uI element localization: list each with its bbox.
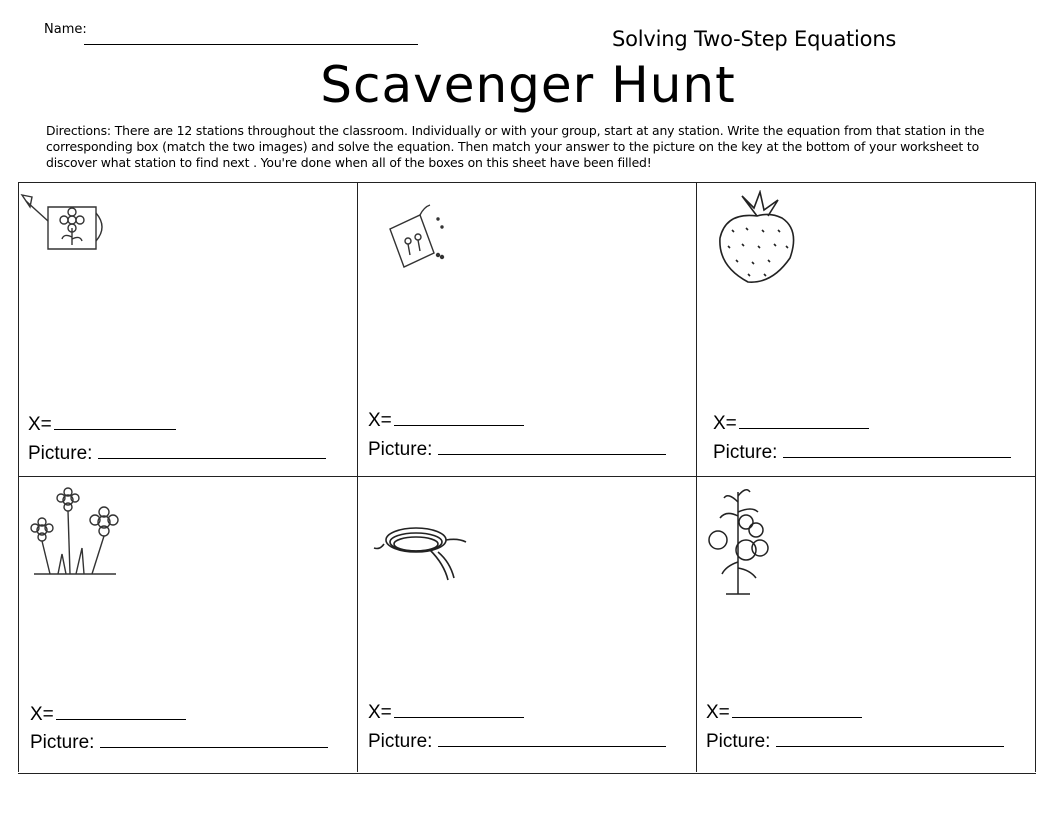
grid-divider-left bbox=[18, 182, 19, 772]
x-label: X= bbox=[706, 702, 730, 723]
worksheet-subtitle: Solving Two-Step Equations bbox=[612, 27, 897, 51]
x-label: X= bbox=[28, 414, 52, 435]
garden-hose-icon bbox=[370, 510, 470, 592]
picture-label: Picture: bbox=[368, 439, 433, 460]
x-label: X= bbox=[368, 702, 392, 723]
answer-picture-4[interactable] bbox=[30, 732, 328, 754]
grid-divider-row bbox=[18, 476, 1036, 477]
answer-x-5[interactable] bbox=[368, 702, 524, 724]
flowers-icon bbox=[28, 486, 122, 584]
picture-blank[interactable] bbox=[98, 457, 326, 459]
answer-picture-1[interactable] bbox=[28, 443, 326, 465]
answer-x-6[interactable] bbox=[706, 702, 862, 724]
x-blank[interactable] bbox=[739, 427, 869, 429]
x-label: X= bbox=[30, 704, 54, 725]
picture-blank[interactable] bbox=[776, 745, 1004, 747]
answer-picture-3[interactable] bbox=[713, 442, 1011, 464]
answer-x-2[interactable] bbox=[368, 410, 524, 432]
watering-can-icon bbox=[18, 187, 108, 257]
strawberry-icon bbox=[712, 190, 802, 286]
answer-picture-6[interactable] bbox=[706, 731, 1004, 753]
picture-blank[interactable] bbox=[438, 453, 666, 455]
grid-divider-2 bbox=[696, 182, 697, 772]
seed-packet-icon bbox=[378, 193, 470, 289]
picture-blank[interactable] bbox=[100, 746, 328, 748]
name-line[interactable] bbox=[84, 44, 418, 45]
picture-label: Picture: bbox=[28, 443, 93, 464]
answer-x-3[interactable] bbox=[713, 413, 869, 435]
picture-blank[interactable] bbox=[438, 745, 666, 747]
answer-x-4[interactable] bbox=[30, 704, 186, 726]
picture-label: Picture: bbox=[706, 731, 771, 752]
worksheet-title: Scavenger Hunt bbox=[320, 56, 736, 114]
x-blank[interactable] bbox=[394, 424, 524, 426]
name-label: Name: bbox=[44, 22, 87, 37]
picture-blank[interactable] bbox=[783, 456, 1011, 458]
x-label: X= bbox=[368, 410, 392, 431]
picture-label: Picture: bbox=[713, 442, 778, 463]
x-blank[interactable] bbox=[394, 716, 524, 718]
answer-x-1[interactable] bbox=[28, 414, 176, 436]
grid-divider-1 bbox=[357, 182, 358, 772]
x-label: X= bbox=[713, 413, 737, 434]
picture-label: Picture: bbox=[30, 732, 95, 753]
x-blank[interactable] bbox=[54, 428, 176, 430]
directions-text: Directions: There are 12 stations throughout the classroom. Individually or with your group, start at any station. Write the equation from that station in the corresponding box (match the two images) and solve the equation. Then match your answer to the picture on the key at the bottom of your worksheet to discover what station to find next . You're done when all of the boxes on this sheet have been filled! bbox=[46, 123, 985, 170]
grid-divider-right bbox=[1035, 182, 1036, 772]
answer-picture-5[interactable] bbox=[368, 731, 666, 753]
answer-grid bbox=[18, 182, 1036, 774]
x-blank[interactable] bbox=[56, 718, 186, 720]
tomato-plant-icon bbox=[700, 482, 774, 598]
answer-picture-2[interactable] bbox=[368, 439, 666, 461]
x-blank[interactable] bbox=[732, 716, 862, 718]
picture-label: Picture: bbox=[368, 731, 433, 752]
